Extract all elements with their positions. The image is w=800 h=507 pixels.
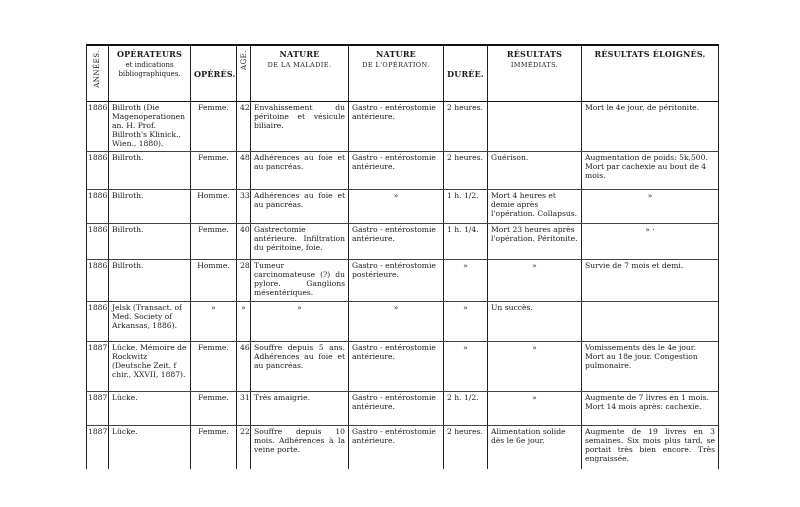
header-resultats-immediats-main: RÉSULTATS	[506, 49, 563, 59]
cell-sex: Femme.	[191, 391, 237, 425]
table-row	[87, 259, 719, 301]
cell-age: 46	[237, 341, 251, 391]
cell-operator: Jelsk (Transact. of Med. Society of Arkansas, 1886).	[109, 301, 191, 341]
cell-age: 28	[237, 259, 251, 301]
cell-maladie: Gastrectomie antérieure. Infiltration du péritoine, foie.	[251, 223, 349, 259]
cell-operation: »	[349, 189, 444, 223]
cell-age: »	[237, 301, 251, 341]
cell-eloignes: Mort le 4e jour, de péritonite.	[582, 101, 719, 151]
table-row	[87, 301, 719, 341]
cell-maladie: Souffre depuis 5 ans. Adhérences au foie et au pancréas.	[251, 341, 349, 391]
cell-age: 40	[237, 223, 251, 259]
table-row	[87, 341, 719, 391]
cell-immediats: Un succès.	[488, 301, 582, 341]
operations-table	[86, 44, 719, 469]
header-resultats-immediats	[488, 45, 582, 101]
cell-operation: Gastro - entérostomie antérieure.	[349, 151, 444, 189]
cell-sex: »	[191, 301, 237, 341]
header-annees: ANNÉES.	[87, 45, 109, 101]
cell-sex: Homme.	[191, 259, 237, 301]
cell-maladie: Tumeur carcinomateuse (?) du pylore. Ganglions mésentériques.	[251, 259, 349, 301]
cell-duree: 2 heures.	[444, 151, 488, 189]
cell-year: 1886	[87, 259, 109, 301]
cell-operator: Lücke.	[109, 391, 191, 425]
cell-maladie: Adhérences au foie et au pancréas.	[251, 151, 349, 189]
cell-maladie: Envahissement du péritoine et vésicule biliaire.	[251, 101, 349, 151]
cell-operation: Gastro - entérostomie antérieure.	[349, 223, 444, 259]
header-nature-maladie-main: NATURE	[279, 49, 320, 59]
cell-immediats: »	[488, 341, 582, 391]
cell-eloignes: »	[582, 189, 719, 223]
header-operateurs-main: OPÉRATEURS	[117, 49, 182, 59]
cell-immediats	[488, 101, 582, 151]
cell-age: 31	[237, 391, 251, 425]
cell-age: 22	[237, 425, 251, 469]
cell-maladie: »	[251, 301, 349, 341]
cell-duree: »	[444, 259, 488, 301]
header-operateurs	[109, 45, 191, 101]
cell-duree: 1 h. 1/2.	[444, 189, 488, 223]
header-nature-operation-main: NATURE	[376, 49, 416, 59]
cell-duree: 1 h. 1/4.	[444, 223, 488, 259]
header-operateurs-sub: et indications bibliographiques.	[118, 61, 181, 78]
cell-year: 1887	[87, 391, 109, 425]
cell-sex: Femme.	[191, 425, 237, 469]
cell-age: 33	[237, 189, 251, 223]
cell-operation: »	[349, 301, 444, 341]
cell-sex: Femme.	[191, 101, 237, 151]
cell-immediats: Guérison.	[488, 151, 582, 189]
table-row	[87, 151, 719, 189]
table-row	[87, 189, 719, 223]
header-duree: DURÉE.	[444, 45, 488, 101]
cell-eloignes: Augmente de 7 livres en 1 mois. Mort 14 mois après: cachexie.	[582, 391, 719, 425]
cell-eloignes: Augmentation de poids: 5k,500. Mort par cachexie au bout de 4 mois.	[582, 151, 719, 189]
cell-eloignes: Survie de 7 mois et demi.	[582, 259, 719, 301]
cell-operation: Gastro - entérostomie antérieure.	[349, 341, 444, 391]
cell-eloignes	[582, 301, 719, 341]
cell-immediats: Mort 4 heures et demie après l'opération. Collapsus.	[488, 189, 582, 223]
cell-year: 1886	[87, 301, 109, 341]
cell-year: 1887	[87, 425, 109, 469]
cell-eloignes: Augmente de 19 livres en 3 semaines. Six mois plus tard, se portait très bien encore. Très engraissée.	[582, 425, 719, 469]
cell-year: 1886	[87, 151, 109, 189]
cell-maladie: Adhérences au foie et au pancréas.	[251, 189, 349, 223]
cell-duree: 2 heures.	[444, 101, 488, 151]
cell-sex: Femme.	[191, 151, 237, 189]
cell-age: 48	[237, 151, 251, 189]
cell-maladie: Souffre depuis 10 mois. Adhérences à la veine porte.	[251, 425, 349, 469]
cell-operator: Billroth (Die Magenoperationen an. H. Prof. Billroth's Klinick., Wien., 1880).	[109, 101, 191, 151]
header-resultats-immediats-sub: IMMÉDIATS.	[510, 61, 559, 69]
cell-year: 1886	[87, 101, 109, 151]
cell-immediats: »	[488, 259, 582, 301]
cell-operator: Lücke.	[109, 425, 191, 469]
header-nature-operation	[349, 45, 444, 101]
cell-immediats: Alimentation solide dès le 6e jour.	[488, 425, 582, 469]
cell-duree: »	[444, 301, 488, 341]
header-nature-operation-sub: DE L'OPÉRATION.	[362, 61, 430, 69]
cell-duree: 2 heures.	[444, 425, 488, 469]
cell-year: 1886	[87, 223, 109, 259]
cell-operation: Gastro - entérostomie antérieure.	[349, 391, 444, 425]
cell-sex: Femme.	[191, 223, 237, 259]
cell-operator: Billroth.	[109, 223, 191, 259]
cell-operator: Billroth.	[109, 189, 191, 223]
cell-age: 42	[237, 101, 251, 151]
cell-operation: Gastro - entérostomie antérieure.	[349, 101, 444, 151]
table-row	[87, 425, 719, 469]
header-nature-maladie	[251, 45, 349, 101]
header-nature-maladie-sub: DE LA MALADIE.	[267, 61, 332, 69]
cell-immediats: Mort 23 heures après l'opération. Péritonite.	[488, 223, 582, 259]
cell-year: 1886	[87, 189, 109, 223]
cell-maladie: Très amaigrie.	[251, 391, 349, 425]
cell-duree: 2 h. 1/2.	[444, 391, 488, 425]
cell-year: 1887	[87, 341, 109, 391]
header-resultats-eloignes: RÉSULTATS ÉLOIGNÉS.	[582, 45, 719, 101]
cell-operator: Lücke. Mémoire de Rockwitz (Deutsche Zeit. f chir., XXVII, 1887).	[109, 341, 191, 391]
cell-duree: »	[444, 341, 488, 391]
cell-sex: Homme.	[191, 189, 237, 223]
table-row	[87, 223, 719, 259]
header-age: AGE.	[237, 45, 251, 101]
cell-immediats: »	[488, 391, 582, 425]
cell-eloignes: » ·	[582, 223, 719, 259]
cell-operation: Gastro - entérostomie postérieure.	[349, 259, 444, 301]
cell-operator: Billroth.	[109, 259, 191, 301]
cell-operator: Billroth.	[109, 151, 191, 189]
cell-sex: Femme.	[191, 341, 237, 391]
table-row	[87, 391, 719, 425]
header-operes: OPÉRÉS.	[191, 45, 237, 101]
table-row	[87, 101, 719, 151]
header-row	[87, 45, 719, 101]
cell-operation: Gastro - entérostomie antérieure.	[349, 425, 444, 469]
cell-eloignes: Vomissements dès le 4e jour. Mort au 18e jour. Congestion pulmonaire.	[582, 341, 719, 391]
